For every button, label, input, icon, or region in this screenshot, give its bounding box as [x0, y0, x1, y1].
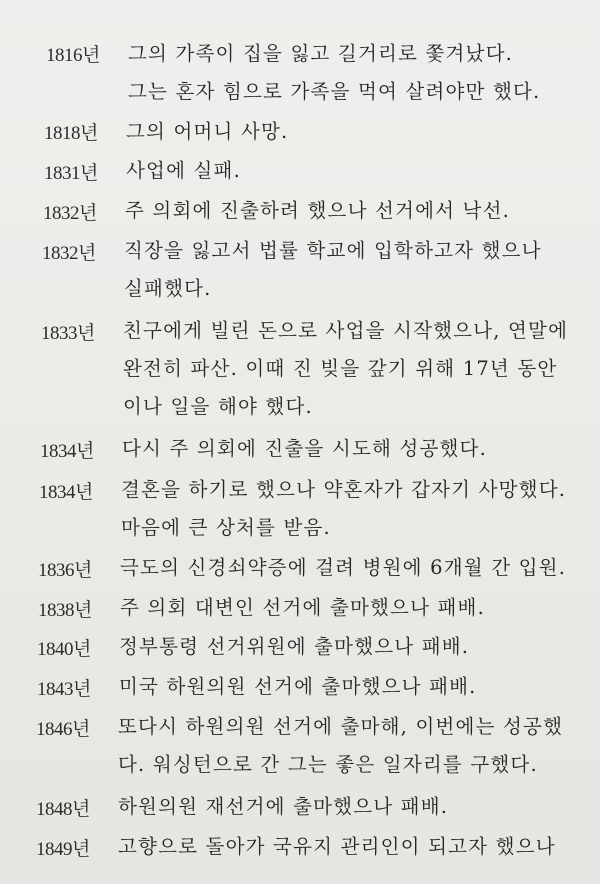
entry-text: 그의 가족이 집을 잃고 길거리로 쫓겨났다.: [128, 42, 514, 65]
entry-year: 1831년: [44, 163, 98, 184]
entry-year: 1834년: [39, 482, 93, 503]
entry-text: 정부통령 선거위원에 출마했으나 패배.: [119, 635, 470, 658]
entry-text: 사업에 실패.: [126, 159, 241, 182]
entry-text: 주 의회 대변인 선거에 출마했으나 패배.: [120, 596, 485, 619]
entry-year: 1834년: [40, 441, 94, 462]
entry-text: 완전히 파산. 이때 진 빚을 갚기 위해 17년 동안: [123, 357, 558, 380]
entry-text: 그의 어머니 사망.: [126, 120, 289, 143]
entry-year: 1840년: [37, 639, 91, 660]
entry-text: 다. 워싱턴으로 간 그는 좋은 일자리를 구했다.: [118, 753, 538, 776]
entry-text: 직장을 잃고서 법률 학교에 입학하고자 했으나: [124, 239, 542, 262]
entry-year: 1833년: [41, 323, 95, 344]
entry-text: 하원의원 재선거에 출마했으나 패배.: [118, 795, 449, 818]
entry-year: 1848년: [36, 799, 90, 820]
entry-text: 마음에 큰 상처를 받음.: [121, 516, 331, 539]
entry-text: 고향으로 돌아가 국유지 관리인이 되고자 했으나: [118, 835, 556, 858]
entry-year: 1846년: [36, 719, 90, 740]
entry-text: 이나 일을 해야 했다.: [123, 395, 313, 418]
entry-text: 다시 주 의회에 진출을 시도해 성공했다.: [122, 437, 487, 460]
entry-text: 극도의 신경쇠약증에 걸려 병원에 6개월 간 입원.: [120, 556, 567, 579]
entry-text: 결혼을 하기로 했으나 약혼자가 갑자기 사망했다.: [121, 478, 567, 501]
entry-year: 1832년: [43, 203, 97, 224]
entry-text: 친구에게 빌린 돈으로 사업을 시작했으나, 연말에: [123, 319, 569, 342]
entry-text: 미국 하원의원 선거에 출마했으나 패배.: [119, 675, 477, 698]
entry-text: 실패했다.: [124, 277, 212, 300]
entry-text: 또다시 하원의원 선거에 출마해, 이번에는 성공했: [118, 715, 564, 738]
entry-year: 1838년: [38, 600, 92, 621]
entry-year: 1816년: [46, 45, 100, 66]
entry-year: 1832년: [42, 243, 96, 264]
entry-year: 1818년: [44, 123, 98, 144]
entry-text: 그는 혼자 힘으로 가족을 먹여 살려야만 했다.: [128, 80, 541, 103]
entry-text: 주 의회에 진출하려 했으나 선거에서 낙선.: [125, 199, 511, 222]
entry-year: 1843년: [37, 679, 91, 700]
entry-year: 1849년: [36, 839, 90, 860]
entry-year: 1836년: [38, 560, 92, 581]
